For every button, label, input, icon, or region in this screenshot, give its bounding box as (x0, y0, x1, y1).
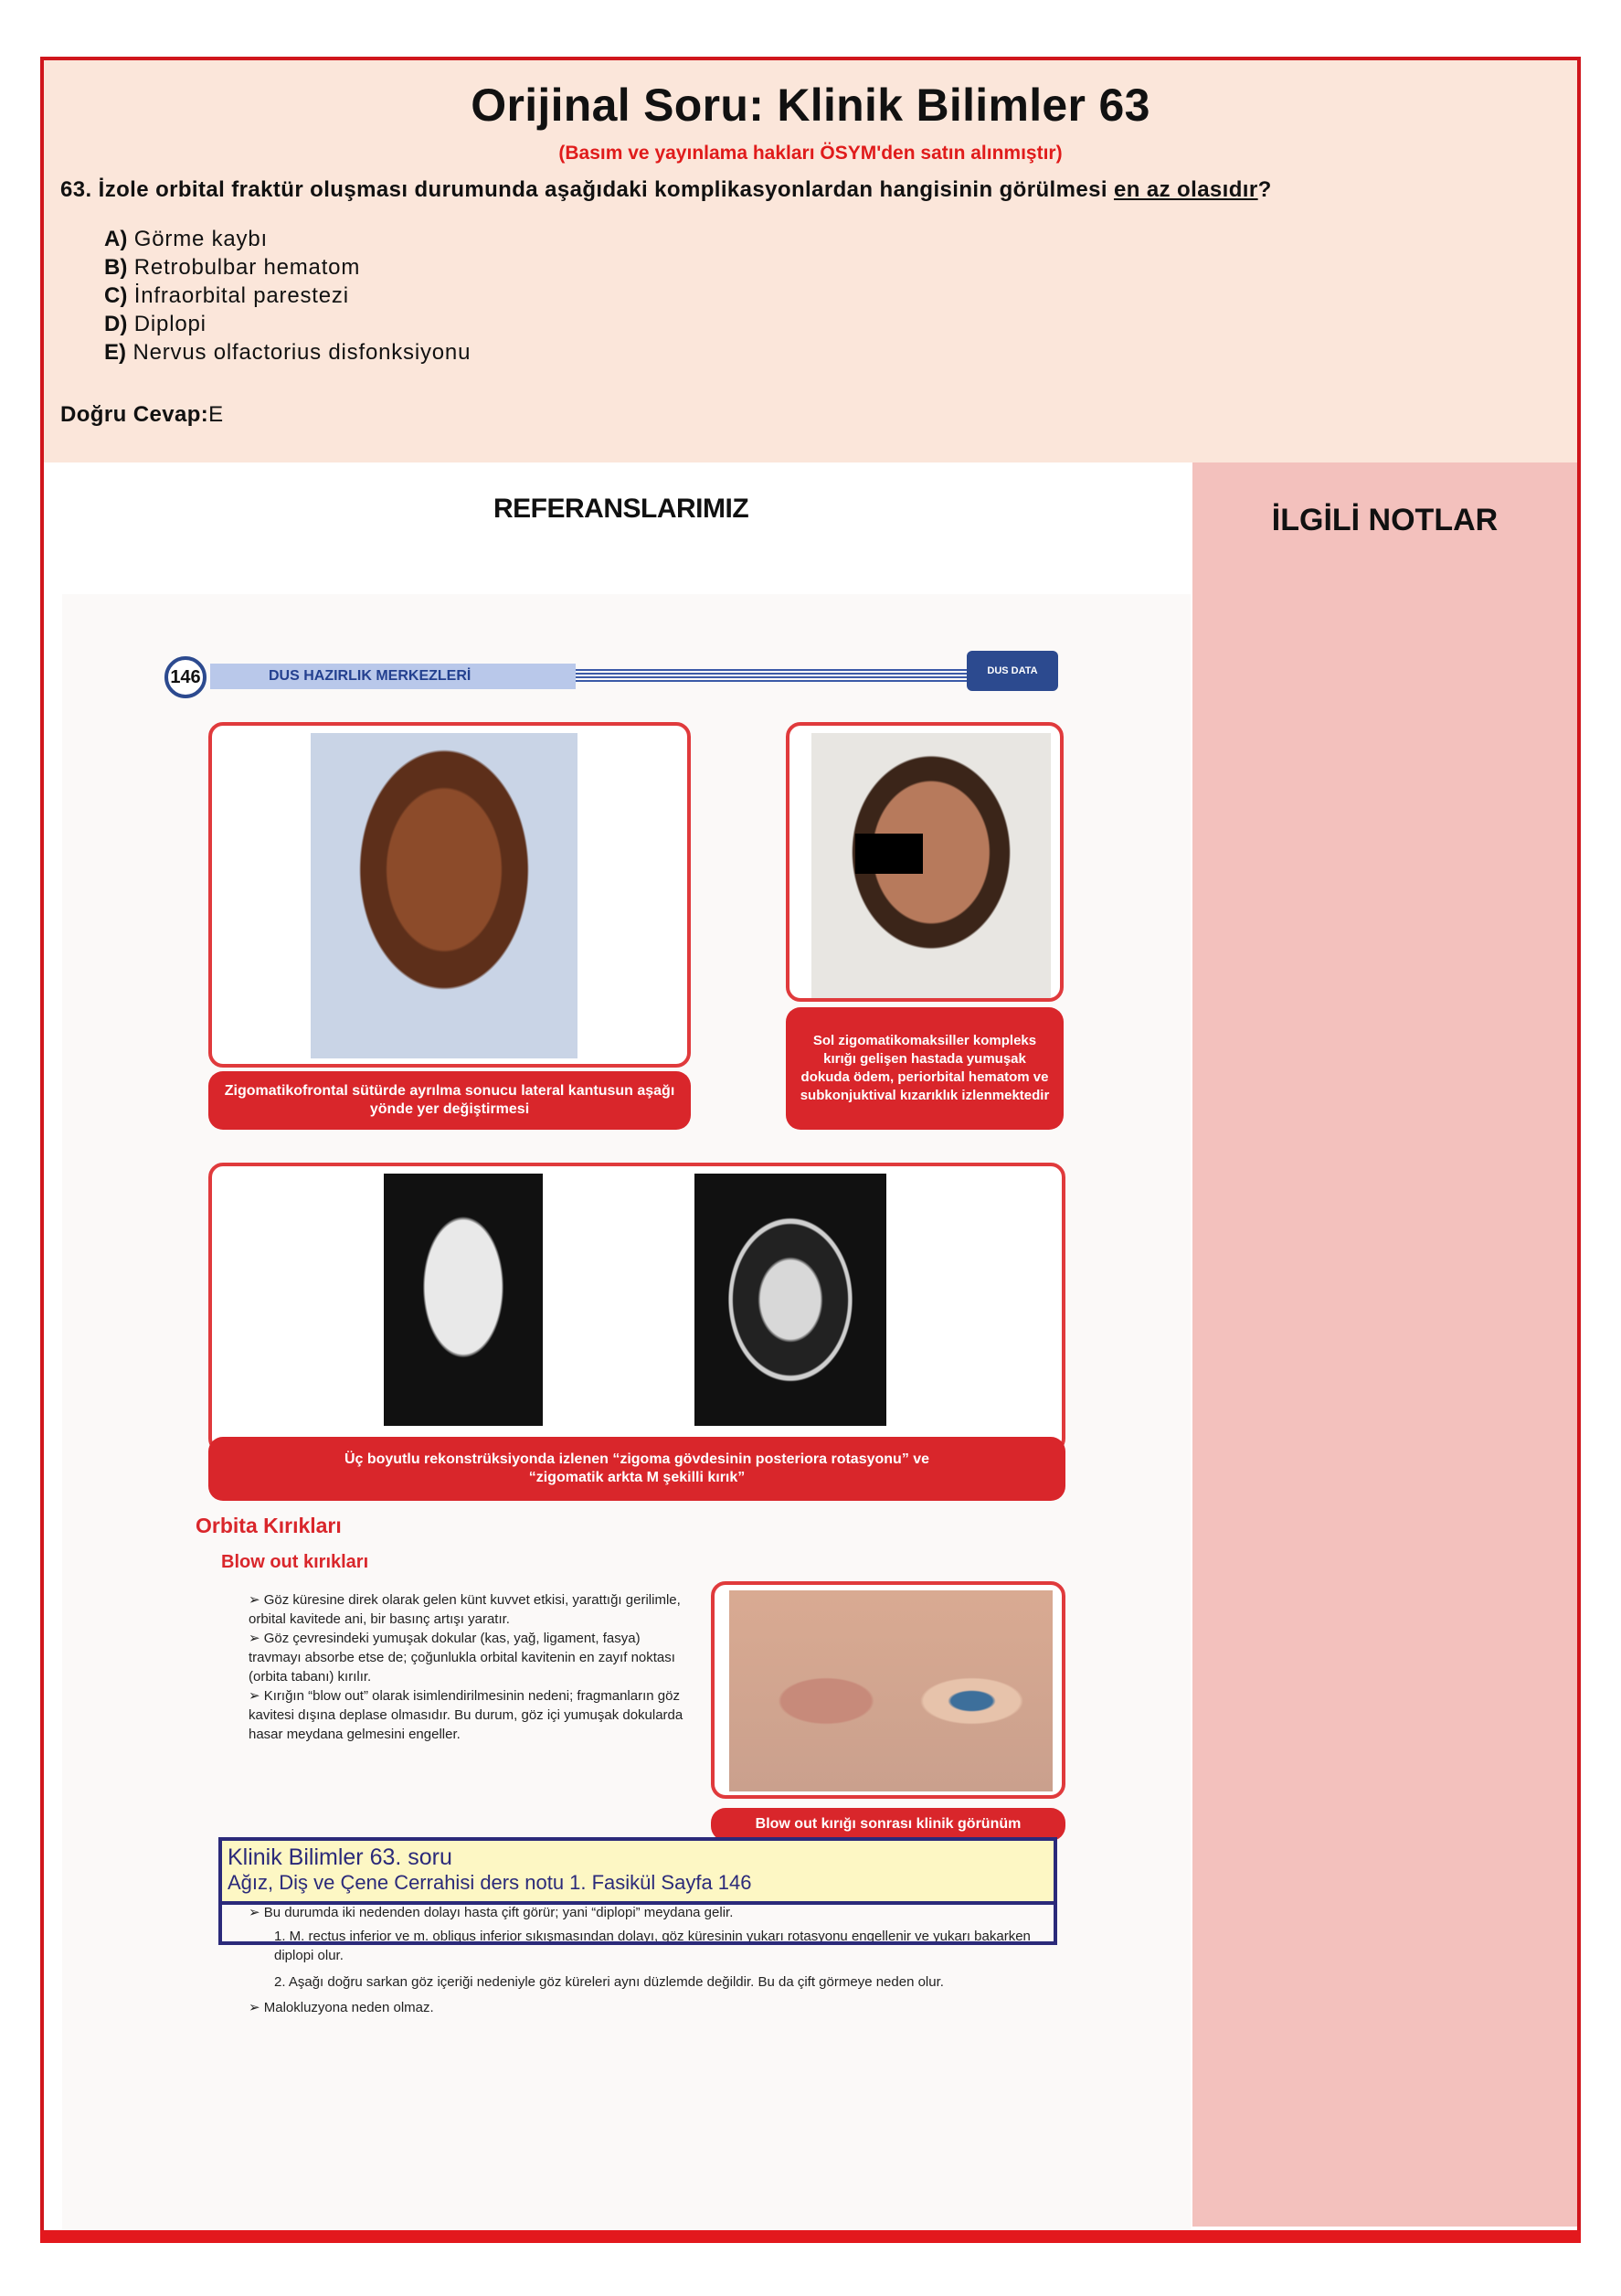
option-text: Diplopi (133, 312, 207, 336)
option-text: Görme kaybı (133, 227, 268, 251)
bullet-item: ➢ Göz küresine direk olarak gelen künt kuvvet etkisi, yarattığı gerilimle, orbital kavitede ani, bir basınç artışı yaratır. (249, 1592, 681, 1627)
bottom-red-bar (40, 2230, 1581, 2243)
references-title: REFERANSLARIMIZ (493, 494, 749, 524)
answer-label: Doğru Cevap: (60, 402, 209, 427)
copyright-notice: (Basım ve yayınlama hakları ÖSYM'den satın alınmıştır) (558, 143, 1063, 164)
tail-line-3: 2. Aşağı doğru sarkan göz içeriği nedeniyle göz küreleri aynı düzlemde değildir. Bu da çift görmeye neden olur. (274, 1974, 944, 1990)
option-letter: C) (104, 283, 128, 308)
page-banner: DUS HAZIRLIK MERKEZLERİ (210, 664, 576, 689)
caption-4: Blow out kırığı sonrası klinik görünüm (711, 1808, 1065, 1841)
option-letter: E) (104, 340, 126, 365)
option-letter: A) (104, 227, 128, 251)
option-text: Nervus olfactorius disfonksiyonu (132, 340, 471, 365)
question-body: İzole orbital fraktür oluşması durumunda aşağıdaki komplikasyonlardan hangisinin görülmesi (98, 177, 1114, 202)
reference-label-source: Ağız, Diş ve Çene Cerrahisi ders notu 1. Fasikül Sayfa 146 (228, 1871, 752, 1894)
dusdata-logo: DUS DATA (967, 651, 1058, 691)
page-number: 146 (164, 656, 207, 698)
notes-title: İLGİLİ NOTLAR (1271, 503, 1499, 537)
tail-line-1: ➢ Bu durumda iki nedenden dolayı hasta çift görür; yani “diplopi” meydana gelir. (249, 1905, 734, 1920)
caption-1: Zigomatikofrontal sütürde ayrılma sonucu lateral kantusun aşağı yönde yer değiştirmesi (208, 1071, 691, 1130)
question-end: ? (1257, 177, 1272, 202)
option-text: İnfraorbital parestezi (133, 283, 349, 308)
option-letter: B) (104, 255, 128, 280)
caption-2: Sol zigomatikomaksiller kompleks kırığı gelişen hastada yumuşak dokuda ödem, periorbital hematom ve subkonjuktival kızarıklık izlenmektedir (786, 1007, 1064, 1130)
option-letter: D) (104, 312, 128, 336)
bullet-item: ➢ Kırığın “blow out” olarak isimlendirilmesinin nedeni; fragmanların göz kavitesi dışına deplase olmasıdır. Bu durum, göz içi yumuşak dokularda hasar meydana gelmesini engeller. (249, 1688, 683, 1742)
section-title: Orbita Kırıkları (196, 1514, 342, 1537)
question-emphasis: en az olasıdır (1113, 177, 1258, 202)
page-border (40, 57, 1581, 2241)
reference-label-title: Klinik Bilimler 63. soru (228, 1844, 452, 1870)
question-number: 63. (60, 177, 92, 202)
caption-3: Üç boyutlu rekonstrüksiyonda izlenen “zigoma gövdesinin posteriora rotasyonu” ve “zigomatik arkta M şekilli kırık” (208, 1437, 1065, 1501)
option-text: Retrobulbar hematom (133, 255, 361, 280)
subsection-title: Blow out kırıkları (221, 1552, 369, 1572)
tail-line-4: ➢ Malokluzyona neden olmaz. (249, 2000, 434, 2015)
tail-line-2: 1. M. rectus inferior ve m. obliqus inferior sıkışmasından dolayı, göz küresinin yukarı rotasyonu engellenir ve yukarı bakarken diplopi olur. (274, 1929, 1031, 1963)
bullet-item: ➢ Göz çevresindeki yumuşak dokular (kas, yağ, ligament, fasya) travmayı absorbe etse de; çoğunlukla orbital kavitenin en zayıf noktası (orbita tabanı) kırılır. (249, 1631, 675, 1685)
page-title: Orijinal Soru: Klinik Bilimler 63 (471, 80, 1150, 131)
answer-value: E (208, 402, 224, 427)
